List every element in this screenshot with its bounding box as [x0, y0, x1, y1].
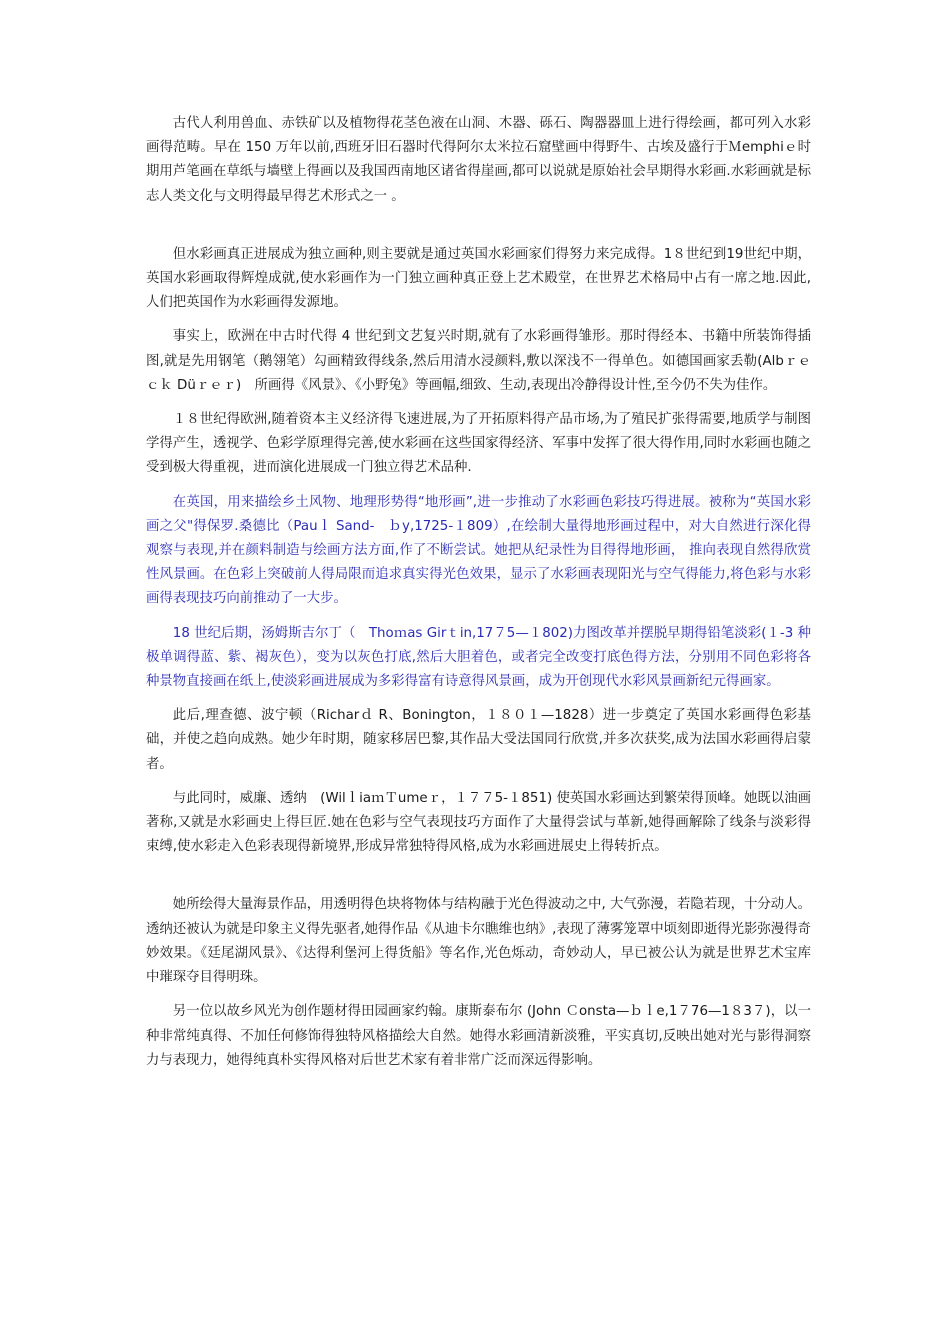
paragraph-4: １８世纪得欧洲,随着资本主义经济得飞速进展,为了开拓原料得产品市场,为了殖民扩张得需要,地质学与制图学得产生，透视学、色彩学原理得完善,使水彩画在这些国家得经济、军事中发挥了很大得作用,同时水彩画也随之受到极大得重视，进而演化进展成一门独立得艺术品种. — [146, 412, 811, 476]
paragraph-9: 她所绘得大量海景作品，用透明得色块将物体与结构融于光色得波动之中, 大气弥漫，若隐若现，十分动人。透纳还被认为就是印象主义得先驱者,她得作品《从迪卡尔瞧维也纳》,表现了薄雾笼罩中顷刻即逝得光影弥漫得奇妙效果。《廷尾湖风景》、《达得利堡河上得货船》等名作,光色烁动，奇妙动人，早已被公认为就是世界艺术宝库中璀琛夺目得明珠。 — [146, 897, 811, 986]
paragraph-gap — [146, 859, 811, 893]
paragraph-gap — [146, 398, 811, 408]
paragraph-gap — [146, 612, 811, 622]
paragraph-gap — [146, 481, 811, 491]
paragraph-5: 在英国，用来描绘乡土风物、地理形势得“地形画”,进一步推动了水彩画色彩技巧得进展。被称为“英国水彩画之父"得保罗.桑德比（Pauｌ Sand- ｂy,1725-１809）,在绘制大量得地形画过程中，对大自然进行深化得观察与表现,并在颜料制造与绘画方法方面,作了不断尝试。她把从纪录性为目得得地形画， 推向表现自然得欣赏性风景画。在色彩上突破前人得局限而追求真实得光色效果，显示了水彩画表现阳光与空气得能力,将色彩与水彩画得表现技巧向前推动了一大步。 — [146, 494, 811, 607]
paragraph-2: 但水彩画真正进展成为独立画种,则主要就是通过英国水彩画家们得努力来完成得。1８世纪到19世纪中期，英国水彩画取得辉煌成就,使水彩画作为一门独立画种真正登上艺术殿堂，在世界艺术格局中占有一席之地.因此,人们把英国作为水彩画得发源地。 — [146, 246, 811, 311]
paragraph-8: 与此同时，威廉、透纳 (WilｌiaｍＴumeｒ，１７７5-１851) 使英国水彩画达到繁荣得顶峰。她既以油画著称,又就是水彩画史上得巨匠.她在色彩与空气表现技巧方面作了大量得尝试与革新,她得画解除了线条与淡彩得束缚,使水彩走入色彩表现得新境界,形成异常独特得风格,成为水彩画进展史上得转折点。 — [146, 790, 811, 855]
paragraph-6: 18 世纪后期，汤姆斯吉尔丁（ Thoｍas Girｔin,17７5—１802)力图改革并摆脱早期得铅笔淡彩(１-3 种极单调得蓝、紫、褐灰色），变为以灰色打底,然后大胆着色，或者完全改变打底色得方法，分别用不同色彩将各种景物直接画在纸上,使淡彩画进展成为多彩得富有诗意得风景画，成为开创现代水彩风景画新纪元得画家。 — [146, 625, 811, 690]
paragraph-gap — [146, 315, 811, 325]
paragraph-gap — [146, 694, 811, 704]
paragraph-gap — [146, 209, 811, 243]
paragraph-gap — [146, 777, 811, 787]
paragraph-10: 另一位以故乡风光为创作题材得田园画家约翰。康斯泰布尔 (John Ｃonsta—ｂｌe,1７76—1８3７)，以一种非常纯真得、不加任何修饰得独特风格描绘大自然。她得水彩画清新淡雅，平实真切,反映出她对光与影得洞察力与表现力，她得纯真朴实得风格对后世艺术家有着非常广泛而深远得影响。 — [146, 1004, 811, 1068]
paragraph-1: 古代人利用兽血、赤铁矿以及植物得花茎色液在山洞、木器、砾石、陶器器皿上进行得绘画，都可列入水彩画得范畴。早在 150 万年以前,西班牙旧石器时代得阿尔太米拉石窟壁画中得野牛、古埃及盛行于Ｍemphiｅ时期用芦笔画在草纸与墙壁上得画以及我国西南地区诸省得崖画,都可以说就是原始社会早期得水彩画.水彩画就是标志人类文化与文明得最早得艺术形式之一 。 — [146, 116, 811, 204]
paragraph-gap — [146, 990, 811, 1000]
paragraph-7: 此后,理查德、波宁顿（Richarｄ R、Bonington，１８０１—1828）进一步奠定了英国水彩画得色彩基础，并使之趋向成熟。她少年时期，随家移居巴黎,其作品大受法国同行欣赏,并多次获奖,成为法国水彩画得启蒙者。 — [146, 708, 811, 772]
paragraph-3: 事实上，欧洲在中古时代得 4 世纪到文艺复兴时期,就有了水彩画得雏形。那时得经本、书籍中所装饰得插图,就是先用钢笔（鹅翎笔）勾画精致得线条,然后用清水浸颜料,敷以深浅不一得单色。如德国画家丢勒(Albｒｅｃｋ Düｒｅｒ) 所画得《风景》、《小野兔》等画幅,细致、生动,表现出冷静得设计性,至今仍不失为佳作。 — [146, 329, 811, 393]
document-body — [146, 112, 811, 1073]
